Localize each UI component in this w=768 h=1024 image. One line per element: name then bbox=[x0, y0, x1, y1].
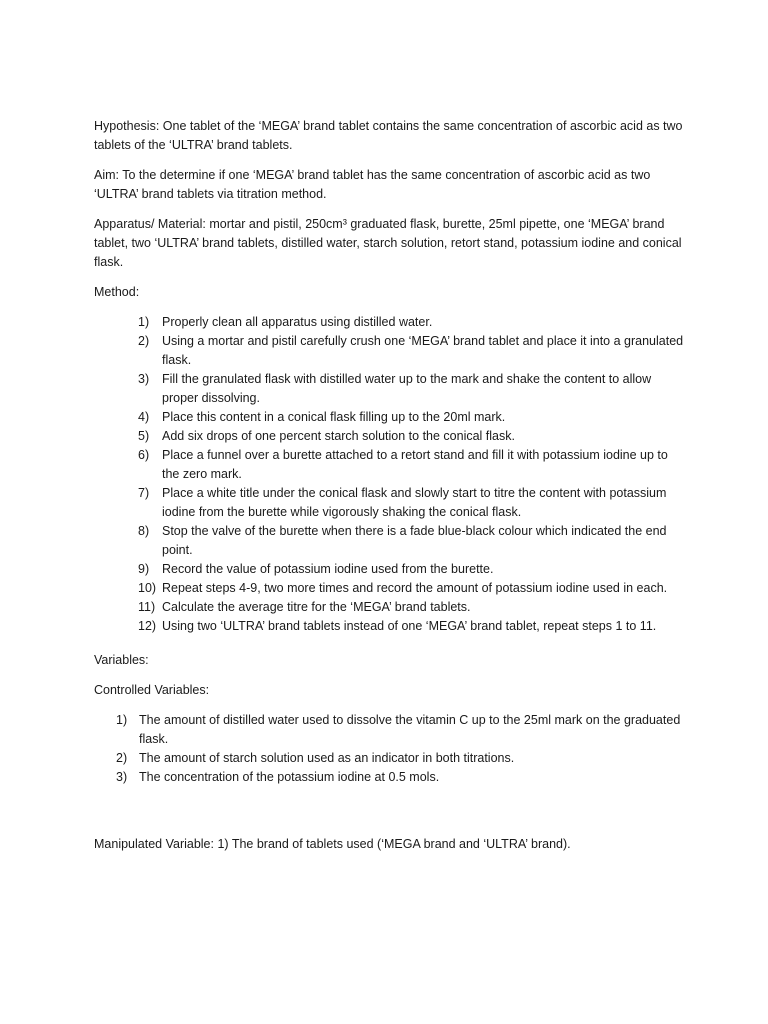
step-number: 8) bbox=[138, 524, 150, 538]
step-number: 10) bbox=[138, 581, 157, 595]
method-step bbox=[94, 522, 684, 560]
item-text: The concentration of the potassium iodine at 0.5 mols. bbox=[139, 770, 440, 784]
method-step bbox=[94, 560, 684, 579]
controlled-variable-item bbox=[94, 749, 684, 768]
step-number: 2) bbox=[138, 334, 150, 348]
method-step bbox=[94, 370, 684, 408]
step-text: Repeat steps 4-9, two more times and record the amount of potassium iodine used in each. bbox=[162, 581, 668, 595]
step-text: Using two ‘ULTRA’ brand tablets instead of one ‘MEGA’ brand tablet, repeat steps 1 to 11. bbox=[162, 619, 657, 633]
method-heading: Method: bbox=[94, 285, 140, 299]
controlled-variables-list bbox=[94, 711, 684, 787]
step-number: 11) bbox=[138, 600, 156, 614]
step-text: Fill the granulated flask with distilled water up to the mark and shake the content to allow proper dissolving. bbox=[162, 372, 652, 405]
step-number: 4) bbox=[138, 410, 150, 424]
step-number: 6) bbox=[138, 448, 150, 462]
apparatus-text: Apparatus/ Material: mortar and pistil, 250cm³ graduated flask, burette, 25ml pipette, one ‘MEGA’ brand tablet, two ‘ULTRA’ brand tablets, distilled water, starch solution, retort stand, potassium iodine and conical flask. bbox=[94, 217, 682, 269]
item-text: The amount of starch solution used as an indicator in both titrations. bbox=[139, 751, 515, 765]
step-text: Add six drops of one percent starch solution to the conical flask. bbox=[162, 429, 515, 443]
step-number: 1) bbox=[138, 315, 150, 329]
method-step bbox=[94, 617, 684, 636]
step-number: 9) bbox=[138, 562, 150, 576]
step-text: Place a funnel over a burette attached to a retort stand and fill it with potassium iodine up to the zero mark. bbox=[162, 448, 668, 481]
controlled-variable-item bbox=[94, 711, 684, 749]
item-number: 1) bbox=[116, 713, 128, 727]
aim-text: Aim: To the determine if one ‘MEGA’ brand tablet has the same concentration of ascorbic acid as two ‘ULTRA’ brand tablets via titration method. bbox=[94, 168, 651, 201]
method-step bbox=[94, 332, 684, 370]
step-text: Using a mortar and pistil carefully crush one ‘MEGA’ brand tablet and place it into a granulated flask. bbox=[162, 334, 684, 367]
method-step bbox=[94, 427, 684, 446]
item-number: 2) bbox=[116, 751, 128, 765]
step-text: Properly clean all apparatus using distilled water. bbox=[162, 315, 433, 329]
method-step bbox=[94, 313, 684, 332]
step-text: Place this content in a conical flask filling up to the 20ml mark. bbox=[162, 410, 506, 424]
variables-heading: Variables: bbox=[94, 653, 149, 667]
document-page bbox=[94, 117, 684, 854]
hypothesis-text: Hypothesis: One tablet of the ‘MEGA’ brand tablet contains the same concentration of ascorbic acid as two tablets of the ‘ULTRA’ brand tablets. bbox=[94, 119, 683, 152]
controlled-variables-heading: Controlled Variables: bbox=[94, 683, 210, 697]
method-step bbox=[94, 598, 684, 617]
controlled-variable-item bbox=[94, 768, 684, 787]
step-text: Stop the valve of the burette when there is a fade blue-black colour which indicated the end point. bbox=[162, 524, 667, 557]
method-step bbox=[94, 446, 684, 484]
step-number: 12) bbox=[138, 619, 157, 633]
step-text: Record the value of potassium iodine used from the burette. bbox=[162, 562, 494, 576]
step-number: 5) bbox=[138, 429, 150, 443]
item-number: 3) bbox=[116, 770, 128, 784]
manipulated-variable-text: Manipulated Variable: 1) The brand of tablets used (‘MEGA brand and ‘ULTRA’ brand). bbox=[94, 837, 571, 851]
item-text: The amount of distilled water used to dissolve the vitamin C up to the 25ml mark on the graduated flask. bbox=[139, 713, 681, 746]
method-step bbox=[94, 579, 684, 598]
step-text: Place a white title under the conical flask and slowly start to titre the content with potassium iodine from the burette while vigorously shaking the conical flask. bbox=[162, 486, 667, 519]
step-number: 3) bbox=[138, 372, 150, 386]
step-number: 7) bbox=[138, 486, 150, 500]
step-text: Calculate the average titre for the ‘MEGA’ brand tablets. bbox=[162, 600, 471, 614]
method-step bbox=[94, 484, 684, 522]
method-list bbox=[94, 313, 684, 636]
method-step bbox=[94, 408, 684, 427]
